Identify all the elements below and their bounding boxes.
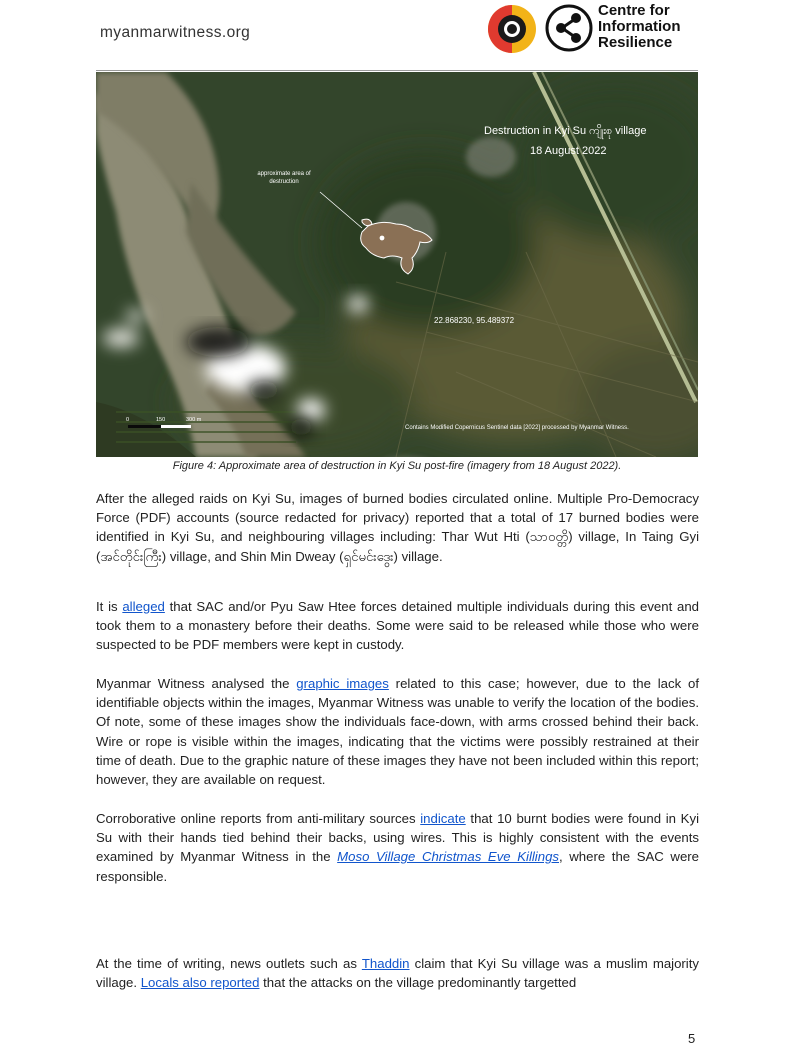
- coordinates-label: 22.868230, 95.489372: [434, 316, 515, 325]
- paragraph-4: [96, 809, 699, 886]
- p3-text-after: related to this case; however, due to the lack of identifiable objects within the images, Myanmar Witness was unable to verify the location of the bodies. Of note, some of these images show the individuals face-down, with arms crossed behind their back. Wire or rope is visible within the images, indicating that the victims were possibly restrained at their time of death. Due to the graphic nature of these images they have not been included within this report; however, they are available on request.: [96, 676, 699, 788]
- paragraph-5: [96, 954, 699, 992]
- myanmar-witness-logo-icon: [487, 4, 537, 54]
- locals-reported-link[interactable]: Locals also reported: [140, 975, 260, 991]
- figure-caption: Figure 4: Approximate area of destruction in Kyi Su post-fire (imagery from 18 August 2022).: [172, 460, 622, 472]
- alleged-link[interactable]: alleged: [122, 599, 165, 614]
- p5-text-middle: claim that Kyi Su village was a muslim majority village.: [96, 956, 699, 991]
- paragraph-3: [96, 674, 699, 789]
- page-number: 5: [688, 1031, 696, 1046]
- thaddin-link[interactable]: Thaddin: [361, 956, 410, 971]
- paragraph-2: [96, 597, 699, 655]
- p2-text-after: that SAC and/or Pyu Saw Htee forces detained multiple individuals during this event and took them to a monastery before their deaths. Some were said to be released while those who were suspected to be PDF members were kept in custody.: [96, 599, 699, 653]
- p4-text-after: , where the SAC were responsible.: [96, 849, 700, 884]
- paragraph-1: After the alleged raids on Kyi Su, images of burned bodies circulated online. Multiple Pro-Democracy Force (PDF) accounts (source redacted for privacy) reported that a total of 17 burned bodies were identified in Kyi Su, and neighbouring villages including: Thar Wut Hti (သာဝတ္တိ) village, In Taing Gyi (အင်တိုင်းကြီး) village, and Shin Min Dweay (ရှင်မင်းဒွေး) village.: [96, 491, 699, 564]
- p2-text-before: It is: [96, 599, 123, 614]
- p4-text-middle: that 10 burnt bodies were found in Kyi Su with their hands tied behind their backs, using wires. This is highly consistent with the events examined by Myanmar Witness in the: [96, 811, 699, 865]
- area-label-line-1: approximate area of: [257, 171, 311, 177]
- site-name: myanmarwitness.org: [100, 24, 251, 41]
- cir-wordmark: [598, 3, 681, 51]
- figure-title-line-1: Destruction in Kyi Su ကျိုးစု village: [484, 125, 647, 137]
- graphic-images-link[interactable]: graphic images: [296, 676, 389, 691]
- satellite-map: [96, 72, 698, 457]
- figure-title-line-2: 18 August 2022: [530, 145, 607, 157]
- satellite-image: [96, 72, 698, 457]
- header-divider: [96, 70, 698, 71]
- p4-text-before: Corroborative online reports from anti-military sources: [96, 811, 421, 826]
- indicate-link[interactable]: indicate: [420, 811, 466, 826]
- p5-text-after: that the attacks on the village predominantly targetted: [259, 975, 577, 991]
- p5-text-before: At the time of writing, news outlets such as: [96, 956, 362, 971]
- moso-village-link[interactable]: Moso Village Christmas Eve Killings: [337, 849, 559, 865]
- cir-line-2: Information: [598, 18, 681, 35]
- cir-line-1: Centre for: [598, 2, 670, 19]
- cir-line-3: Resilience: [598, 34, 673, 51]
- scale-label-1: 150: [156, 417, 166, 423]
- cir-logo-icon: [545, 4, 593, 52]
- imagery-credit: Contains Modified Copernicus Sentinel data [2022] processed by Myanmar Witness.: [405, 425, 629, 431]
- area-label-line-2: destruction: [269, 179, 299, 185]
- scale-label-0: 0: [126, 417, 130, 423]
- scale-label-2: 300 m: [186, 417, 202, 423]
- p3-text-before: Myanmar Witness analysed the: [96, 676, 297, 691]
